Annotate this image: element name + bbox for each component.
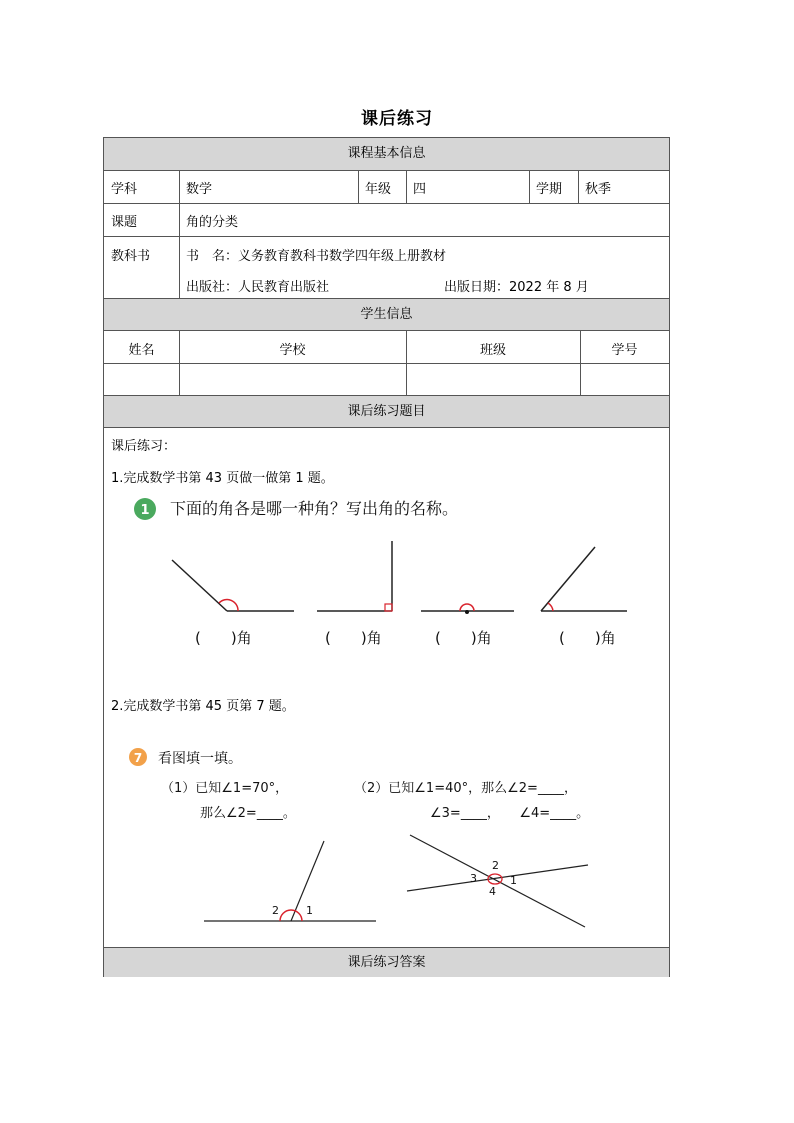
publisher: 出版社：人民教育出版社	[186, 280, 330, 295]
student-id-column: 学号	[611, 343, 638, 358]
question-2-prompt: 看图填一填。	[158, 751, 242, 767]
student-name-column: 姓名	[128, 343, 155, 358]
term-value: 秋季	[585, 182, 612, 197]
figure-2-angle-3-label: 3	[470, 872, 477, 885]
subject-value: 数学	[186, 182, 213, 197]
question-2-part-1-line-1: （1）已知∠1=70°，	[161, 781, 289, 796]
question-2-part-1-line-2: 那么∠2=____。	[200, 806, 296, 821]
blank-angle-4: ( )角	[559, 629, 616, 647]
question-1-prompt: 下面的角各是哪一种角？写出角的名称。	[170, 499, 459, 518]
adjacent-angles-figure	[204, 841, 376, 921]
book-name: 书 名：义务教育教科书数学四年级上册教材	[186, 249, 447, 264]
page-title: 课后练习	[361, 109, 433, 129]
student-info-header: 学生信息	[104, 298, 669, 331]
topic-label: 课题	[111, 215, 138, 230]
blank-angle-1: ( )角	[195, 629, 252, 647]
question-1-figure	[104, 483, 669, 653]
figure-2-angle-2-label: 2	[492, 859, 499, 872]
obtuse-angle-figure	[172, 560, 294, 611]
acute-angle-figure	[541, 547, 627, 611]
question-2: 2.完成数学书第 45 页第 7 题。	[111, 699, 295, 714]
figure-2-angle-4-label: 4	[489, 885, 496, 898]
student-class-column: 班级	[479, 343, 506, 358]
question-2-badge-number: 7	[133, 751, 143, 765]
term-label: 学期	[536, 182, 563, 197]
blank-angle-3: ( )角	[435, 629, 492, 647]
question-1: 1.完成数学书第 43 页做一做第 1 题。	[111, 471, 334, 486]
student-school-column: 学校	[279, 343, 306, 358]
course-info-header: 课程基本信息	[104, 138, 669, 171]
grade-value: 四	[413, 182, 427, 197]
question-2-part-2-line-2: ∠3=____， ∠4=____。	[430, 806, 590, 821]
subject-label: 学科	[111, 182, 138, 197]
question-2-part-2-line-1: （2）已知∠1=40°，那么∠2=____，	[354, 781, 577, 796]
blank-angle-2: ( )角	[325, 629, 382, 647]
topic-value: 角的分类	[186, 215, 239, 230]
exercises-header: 课后练习题目	[104, 395, 669, 428]
exercise-intro: 课后练习：	[111, 439, 177, 454]
straight-angle-figure	[421, 604, 514, 614]
grade-label: 年级	[365, 182, 392, 197]
figure-2-angle-1-label: 1	[510, 874, 517, 887]
figure-1-angle-1-label: 1	[306, 904, 313, 917]
exercise-sheet-table	[103, 137, 670, 977]
question-2-figure	[104, 743, 669, 933]
intersecting-lines-figure	[407, 835, 588, 927]
publish-date: 出版日期：2022 年 8 月	[444, 280, 589, 295]
textbook-label: 教科书	[111, 249, 151, 264]
answers-header: 课后练习答案	[104, 947, 669, 977]
figure-1-angle-2-label: 2	[272, 904, 279, 917]
question-1-badge-number: 1	[140, 503, 150, 518]
right-angle-figure	[317, 541, 392, 611]
